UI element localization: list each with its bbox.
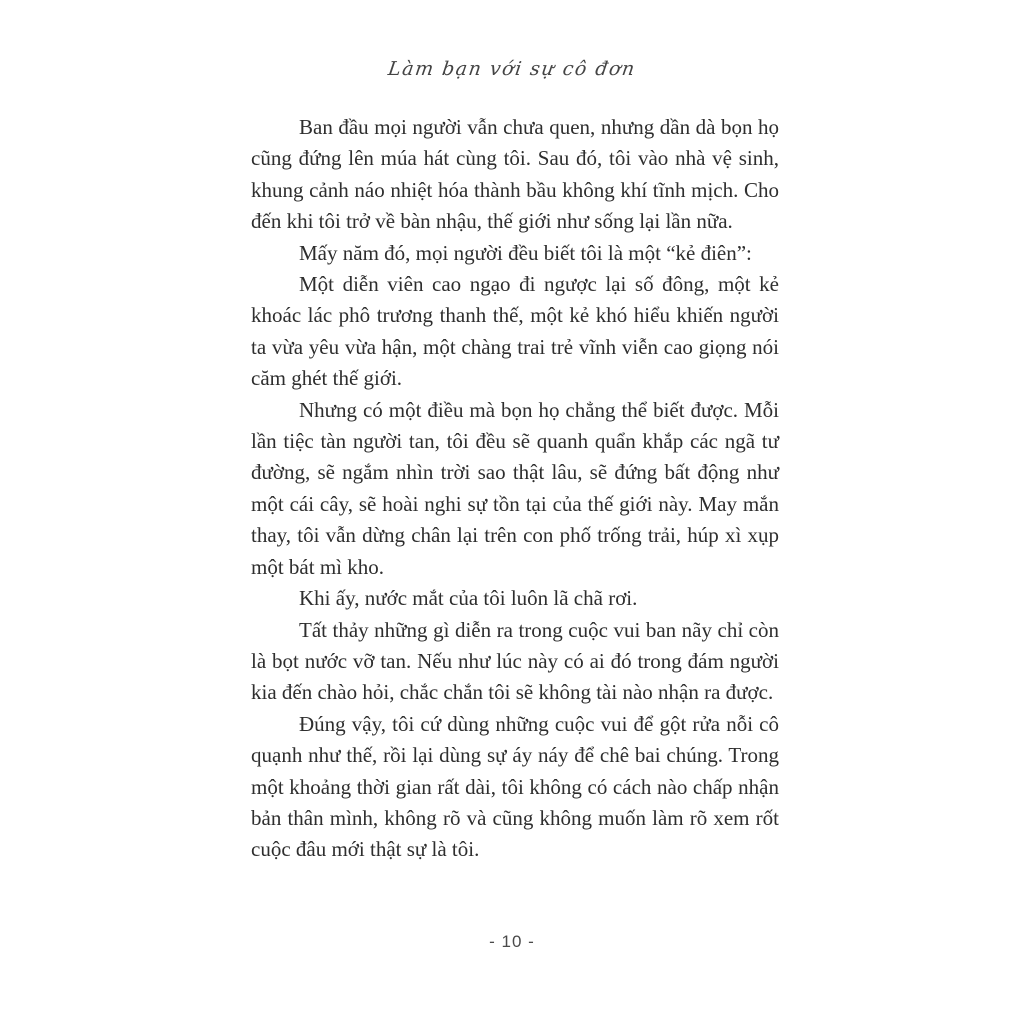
paragraph: Nhưng có một điều mà bọn họ chẳng thể biết được. Mỗi lần tiệc tàn người tan, tôi đều sẽ quanh quẩn khắp các ngã tư đường, sẽ ngắm nhìn trời sao thật lâu, sẽ đứng bất động như một cái cây, sẽ hoài nghi sự tồn tại của thế giới này. May mắn thay, tôi vẫn dừng chân lại trên con phố trống trải, húp xì xụp một bát mì kho. — [251, 397, 779, 579]
paragraph: Đúng vậy, tôi cứ dùng những cuộc vui để gột rửa nỗi cô quạnh như thế, rồi lại dùng sự áy náy để chê bai chúng. Trong một khoảng thời gian rất dài, tôi không có cách nào chấp nhận bản thân mình, không rõ và cũng không muốn làm rõ xem rốt cuộc đâu mới thật sự là tôi. — [251, 711, 779, 862]
paragraph: Ban đầu mọi người vẫn chưa quen, nhưng dần dà bọn họ cũng đứng lên múa hát cùng tôi. Sau đó, tôi vào nhà vệ sinh, khung cảnh náo nhiệt hóa thành bầu không khí tĩnh mịch. Cho đến khi tôi trở về bàn nhậu, thế giới như sống lại lần nữa. — [251, 115, 779, 234]
paragraph: Tất thảy những gì diễn ra trong cuộc vui ban nãy chỉ còn là bọt nước vỡ tan. Nếu như lúc này có ai đó trong đám người kia đến chào hỏi, chắc chắn tôi sẽ không tài nào nhận ra được. — [251, 617, 779, 705]
paragraph: Một diễn viên cao ngạo đi ngược lại số đông, một kẻ khoác lác phô trương thanh thế, một kẻ khó hiểu khiến người ta vừa yêu vừa hận, một chàng trai trẻ vĩnh viễn cao giọng nói căm ghét thế giới. — [251, 272, 779, 391]
paragraph: Mấy năm đó, mọi người đều biết tôi là một “kẻ điên”: — [299, 240, 752, 265]
running-header-script: Làm bạn với sự cô đơn — [386, 58, 638, 80]
page-number: - 10 - — [489, 932, 535, 951]
body-text — [251, 112, 779, 866]
paragraph: Khi ấy, nước mắt của tôi luôn lã chã rơi. — [299, 586, 638, 611]
